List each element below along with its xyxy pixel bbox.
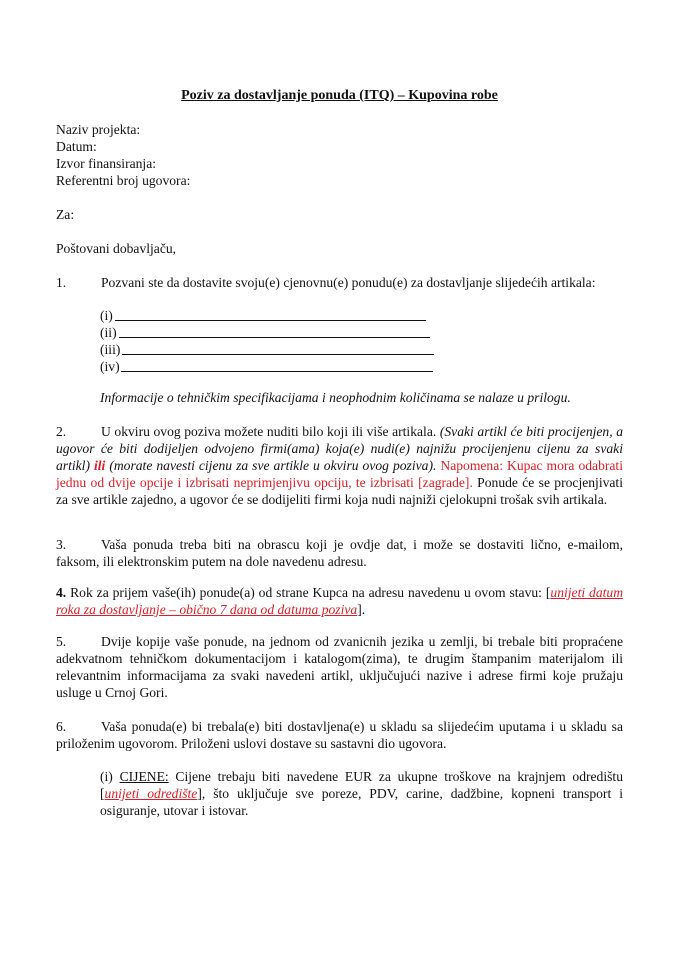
item-line [100,341,440,358]
field-date: Datum: [56,139,97,154]
paragraph-3 [56,536,623,570]
item-list [100,307,440,375]
blank-rule [119,337,430,338]
clause-prefix: (i) [100,769,113,784]
paragraph-number: 6. [56,719,67,734]
paragraph-number: 3. [56,537,67,552]
field-project-name: Naziv projekta: [56,122,141,137]
paragraph-number: 4. [56,585,67,600]
prices-text-a: Cijene trebaju biti navedene EUR za ukupne troškove na krajnjem odredištu [175,769,623,784]
prices-text-b: ], što uključuje sve poreze, PDV, carine, dadžbine, kopneni transport i osiguranje, utovar i istovar. [100,786,623,818]
paragraph-4 [56,584,623,618]
item-label: (iii) [100,342,121,357]
bracket: [ [545,585,551,600]
item-label: (ii) [100,325,117,340]
paragraph-2-text-a: U okviru ovog poziva možete nuditi bilo koji ili više artikala. [101,424,437,439]
blank-rule [122,354,434,355]
bracket: ]. [357,602,366,617]
item-label: (iv) [100,359,120,374]
paragraph-2-or: ili [93,458,106,473]
paragraph-5-text: Dvije kopije vaše ponude, na jednom od zvanicnih jezika u zemlji, bi trebale biti propraćene adekvatnom tehničkom dokumentacijom i katalogom(zima), te drugim štampanim materijalom ili relevantnim informacijama za svaki navedeni artikl, uključujući nazive i adrese firmi koje pružaju usluge u Crnoj Gori. [56,634,623,700]
technical-spec-note: Informacije o tehničkim specifikacijama i neophodnim količinama se nalaze u prilogu. [100,390,571,405]
bracket: [ [100,786,105,801]
paragraph-2-option-a: (Svaki artikl će biti procijenjen, a ugovor će biti dodijeljen odvojeno firmi(ama) koja(e) nudi(e) najnižu procijenjenu cijenu za svaki artikl) [56,424,624,473]
item-line [100,307,440,324]
paragraph-2-text-d: Ponude će se procjenjivati za sve artikle zajedno, a ugovor će se dodijeliti firmi koja nudi najniži cjelokupni trošak svih artikala. [56,475,623,507]
addressee-label: Za: [56,207,75,222]
paragraph-2 [56,423,623,508]
blank-rule [121,371,433,372]
paragraph-2-napomena: Napomena: Kupac mora odabrati jednu od dvije opcije i izbrisati neprimjenjivu opciju, te izbrisati [zagrade]. [56,458,623,490]
paragraph-number: 1. [56,275,67,290]
paragraph-1 [56,274,623,291]
document-title: Poziv za dostavljanje ponuda (ITQ) – Kupovina robe [181,88,498,103]
item-line [100,358,440,375]
deadline-placeholder: unijeti datum roka za dostavljanje – obično 7 dana od datuma poziva [56,585,624,617]
item-label: (i) [100,308,113,323]
field-funding-source: Izvor finansiranja: [56,156,157,171]
field-contract-ref: Referentni broj ugovora: [56,173,191,188]
paragraph-number: 5. [56,634,67,649]
item-line [100,324,440,341]
destination-placeholder: unijeti odredište [104,786,198,801]
clause-label: CIJENE: [119,769,169,784]
paragraph-6-text: Vaša ponuda(e) bi trebala(e) biti dostavljena(e) u skladu sa slijedećim uputama i u skladu sa priloženim ugovorom. Priloženi uslovi dostave su sastavni dio ugovora. [56,719,623,751]
paragraph-1-text: Pozvani ste da dostavite svoju(e) cjenovnu(e) ponudu(e) za dostavljanje slijedećih artikala: [101,275,596,290]
prices-clause [100,768,623,819]
paragraph-5 [56,633,623,701]
paragraph-3-text: Vaša ponuda treba biti na obrascu koji je ovdje dat, i može se dostaviti lično, e-mailom, faksom, ili elektronskim putem na dole navedenu adresu. [56,537,623,569]
paragraph-4-text: Rok za prijem vaše(ih) ponude(a) od strane Kupca na adresu navedenu u ovom stavu: [70,585,542,600]
header-fields [56,121,623,189]
greeting: Poštovani dobavljaču, [56,241,177,256]
paragraph-6 [56,718,623,752]
blank-rule [115,320,426,321]
paragraph-2-option-b: (morate navesti cijenu za sve artikle u okviru ovog poziva). [109,458,437,473]
paragraph-number: 2. [56,424,67,439]
